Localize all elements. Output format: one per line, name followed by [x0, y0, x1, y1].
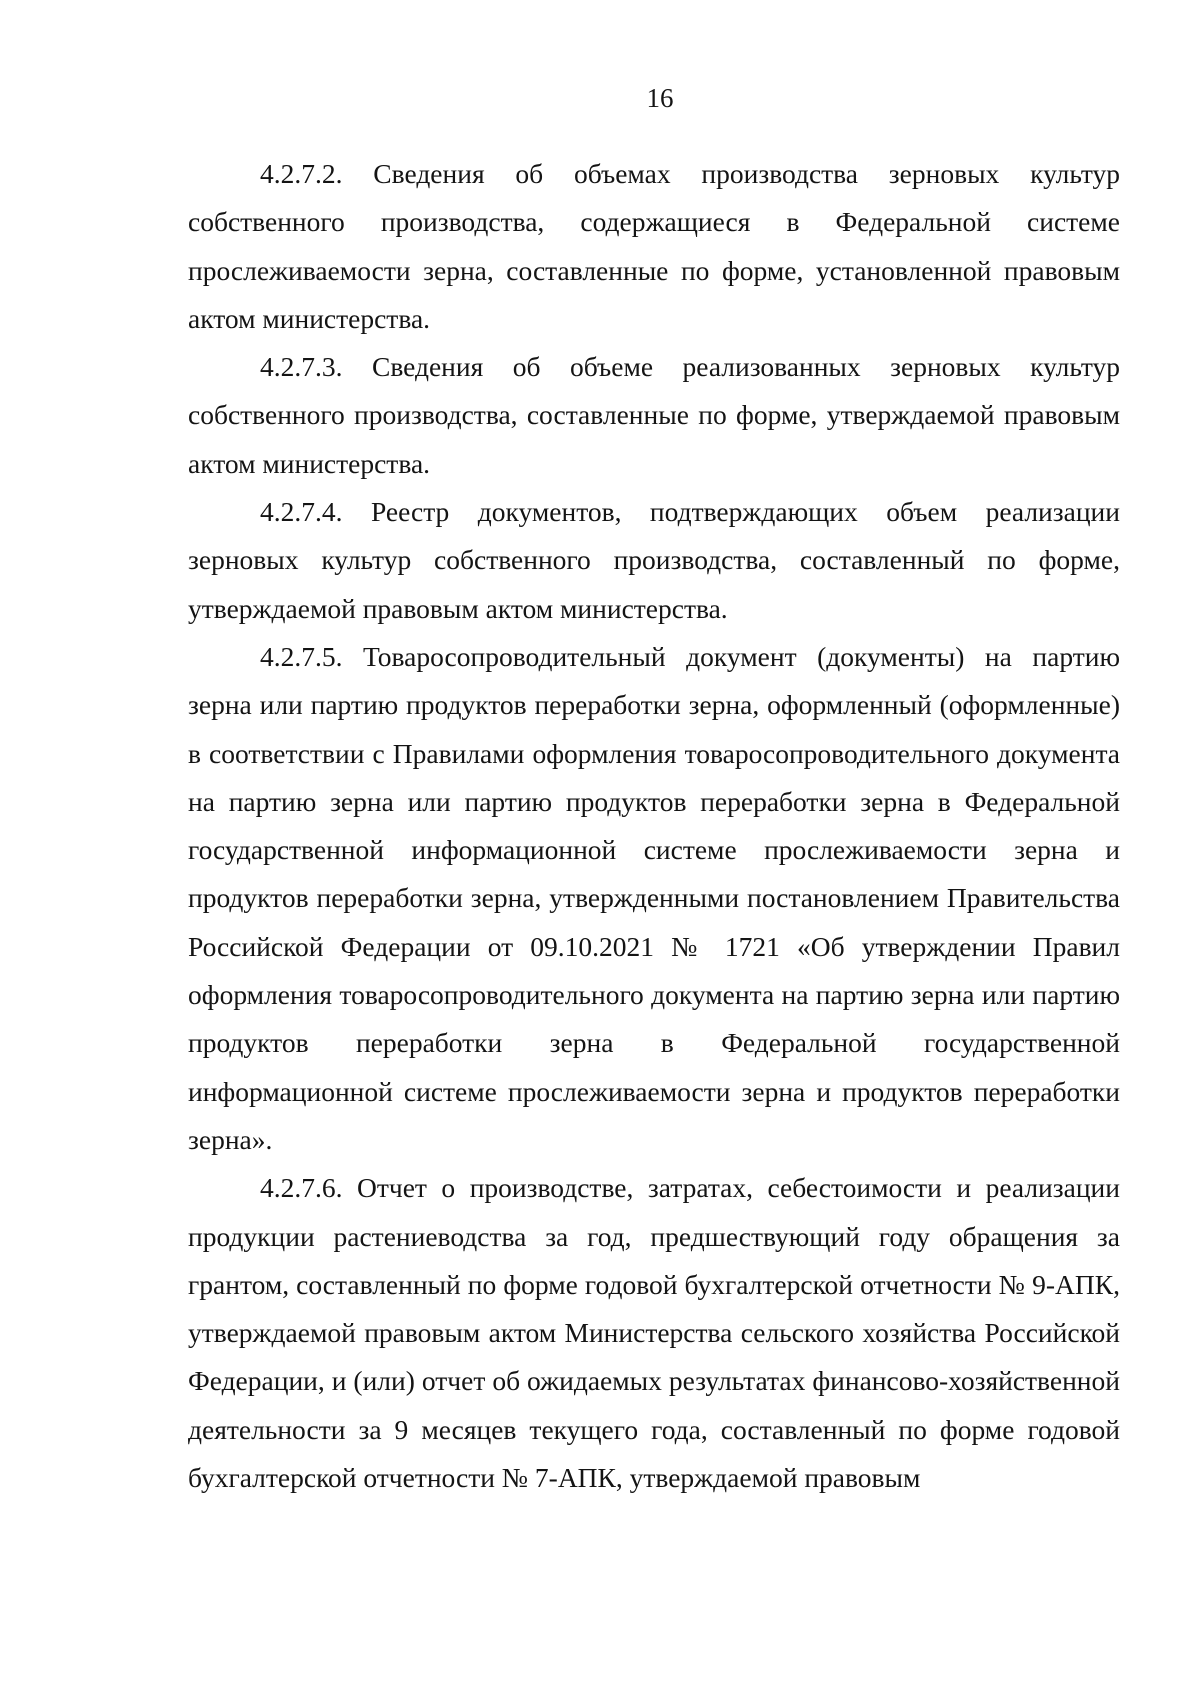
page-number: 16 — [646, 83, 674, 113]
document-body — [188, 150, 1120, 1502]
paragraph-4-2-7-3: 4.2.7.3. Сведения об объеме реализованных зерновых культур собственного производства, составленные по форме, утверждаемой правовым актом министерства. — [188, 351, 1120, 479]
paragraph-4-2-7-2: 4.2.7.2. Сведения об объемах производства зерновых культур собственного производства, содержащиеся в Федеральной системе прослеживаемости зерна, составленные по форме, установленной правовым актом министерства. — [188, 158, 1120, 334]
paragraph-4-2-7-6: 4.2.7.6. Отчет о производстве, затратах, себестоимости и реализации продукции растениеводства за год, предшествующий году обращения за грантом, составленный по форме годовой бухгалтерской отчетности № 9-АПК, утверждаемой правовым актом Министерства сельского хозяйства Российской Федерации, и (или) отчет об ожидаемых результатах финансово-хозяйственной деятельности за 9 месяцев текущего года, составленный по форме годовой бухгалтерской отчетности № 7-АПК, утверждаемой правовым — [188, 1172, 1120, 1494]
paragraph-4-2-7-4: 4.2.7.4. Реестр документов, подтверждающих объем реализации зерновых культур собственного производства, составленный по форме, утверждаемой правовым актом министерства. — [188, 496, 1120, 624]
paragraph-4-2-7-5: 4.2.7.5. Товаросопроводительный документ (документы) на партию зерна или партию продуктов переработки зерна, оформленный (оформленные) в соответствии с Правилами оформления товаросопроводительного документа на партию зерна или партию продуктов переработки зерна в Федеральной государственной информационной системе прослеживаемости зерна и продуктов переработки зерна, утвержденными постановлением Правительства Российской Федерации от 09.10.2021 № 1721 «Об утверждении Правил оформления товаросопроводительного документа на партию зерна или партию продуктов переработки зерна в Федеральной государственной информационной системе прослеживаемости зерна и продуктов переработки зерна». — [188, 640, 1120, 1155]
